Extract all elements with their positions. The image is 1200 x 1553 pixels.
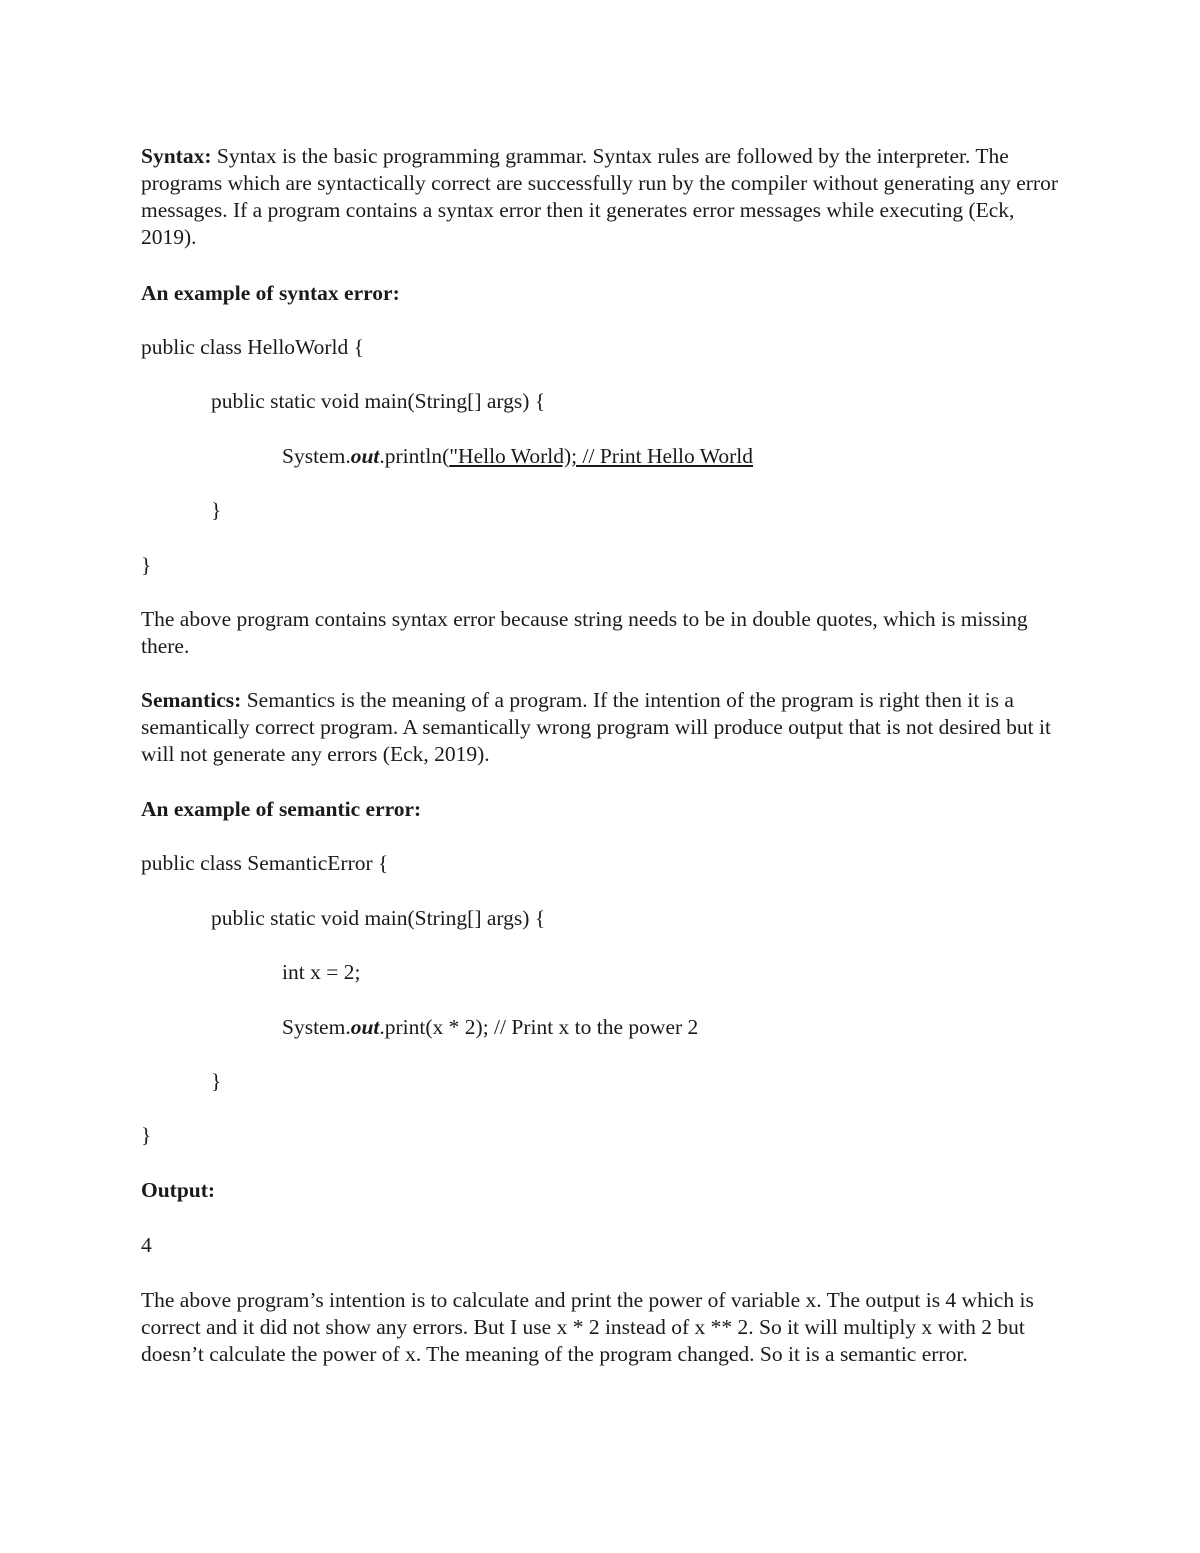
output-value: 4 [141,1233,152,1257]
code-line: public static void main(String[] args) { [211,906,546,930]
code-token: System. [282,1015,351,1039]
code-line: } [211,498,222,522]
syntax-example-heading: An example of syntax error: [141,281,400,305]
conclusion-paragraph: The above program’s intention is to calculate and print the power of variable x. The output is 4 which is correct and it did not show any errors. But I use x * 2 instead of x ** 2. So it will multiply x with 2 but doesn’t calculate the power of x. The meaning of the program changed. So it is a semantic error. [141,1288,1034,1366]
semantics-term: Semantics: [141,688,242,712]
code-line: } [141,1123,152,1147]
code-line: } [141,553,152,577]
code-line: int x = 2; [282,960,361,984]
code-line [282,443,1200,470]
code-token: .print(x * 2); // Print x to the power 2 [379,1015,699,1039]
semantic-example-heading: An example of semantic error: [141,797,422,821]
code-line: public class SemanticError { [141,851,389,875]
underlined-error-string: "Hello World); // Print Hello World [449,444,753,468]
semantics-definition: Semantics is the meaning of a program. If the intention of the program is right then it is a semantically correct program. A semantically wrong program will produce output that is not desired but it will not generate any errors (Eck, 2019). [141,688,1051,766]
code-line: public static void main(String[] args) { [211,389,546,413]
code-token: System. [282,444,351,468]
code-token-out: out [350,1015,380,1039]
semantics-paragraph [141,687,1071,768]
code-token: .println( [379,444,450,468]
code-line: } [211,1069,222,1093]
syntax-paragraph [141,143,1071,251]
syntax-explanation: The above program contains syntax error because string needs to be in double quotes, which is missing there. [141,607,1028,658]
code-token-out: out [350,444,380,468]
code-line: public class HelloWorld { [141,335,364,359]
output-label: Output: [141,1178,216,1202]
syntax-term: Syntax: [141,144,212,168]
syntax-definition: Syntax is the basic programming grammar. Syntax rules are followed by the interpreter. The programs which are syntactically correct are successfully run by the compiler without generating any error messages. If a program contains a syntax error then it generates error messages while executing (Eck, 2019). [141,144,1058,249]
code-line [282,1014,1200,1041]
